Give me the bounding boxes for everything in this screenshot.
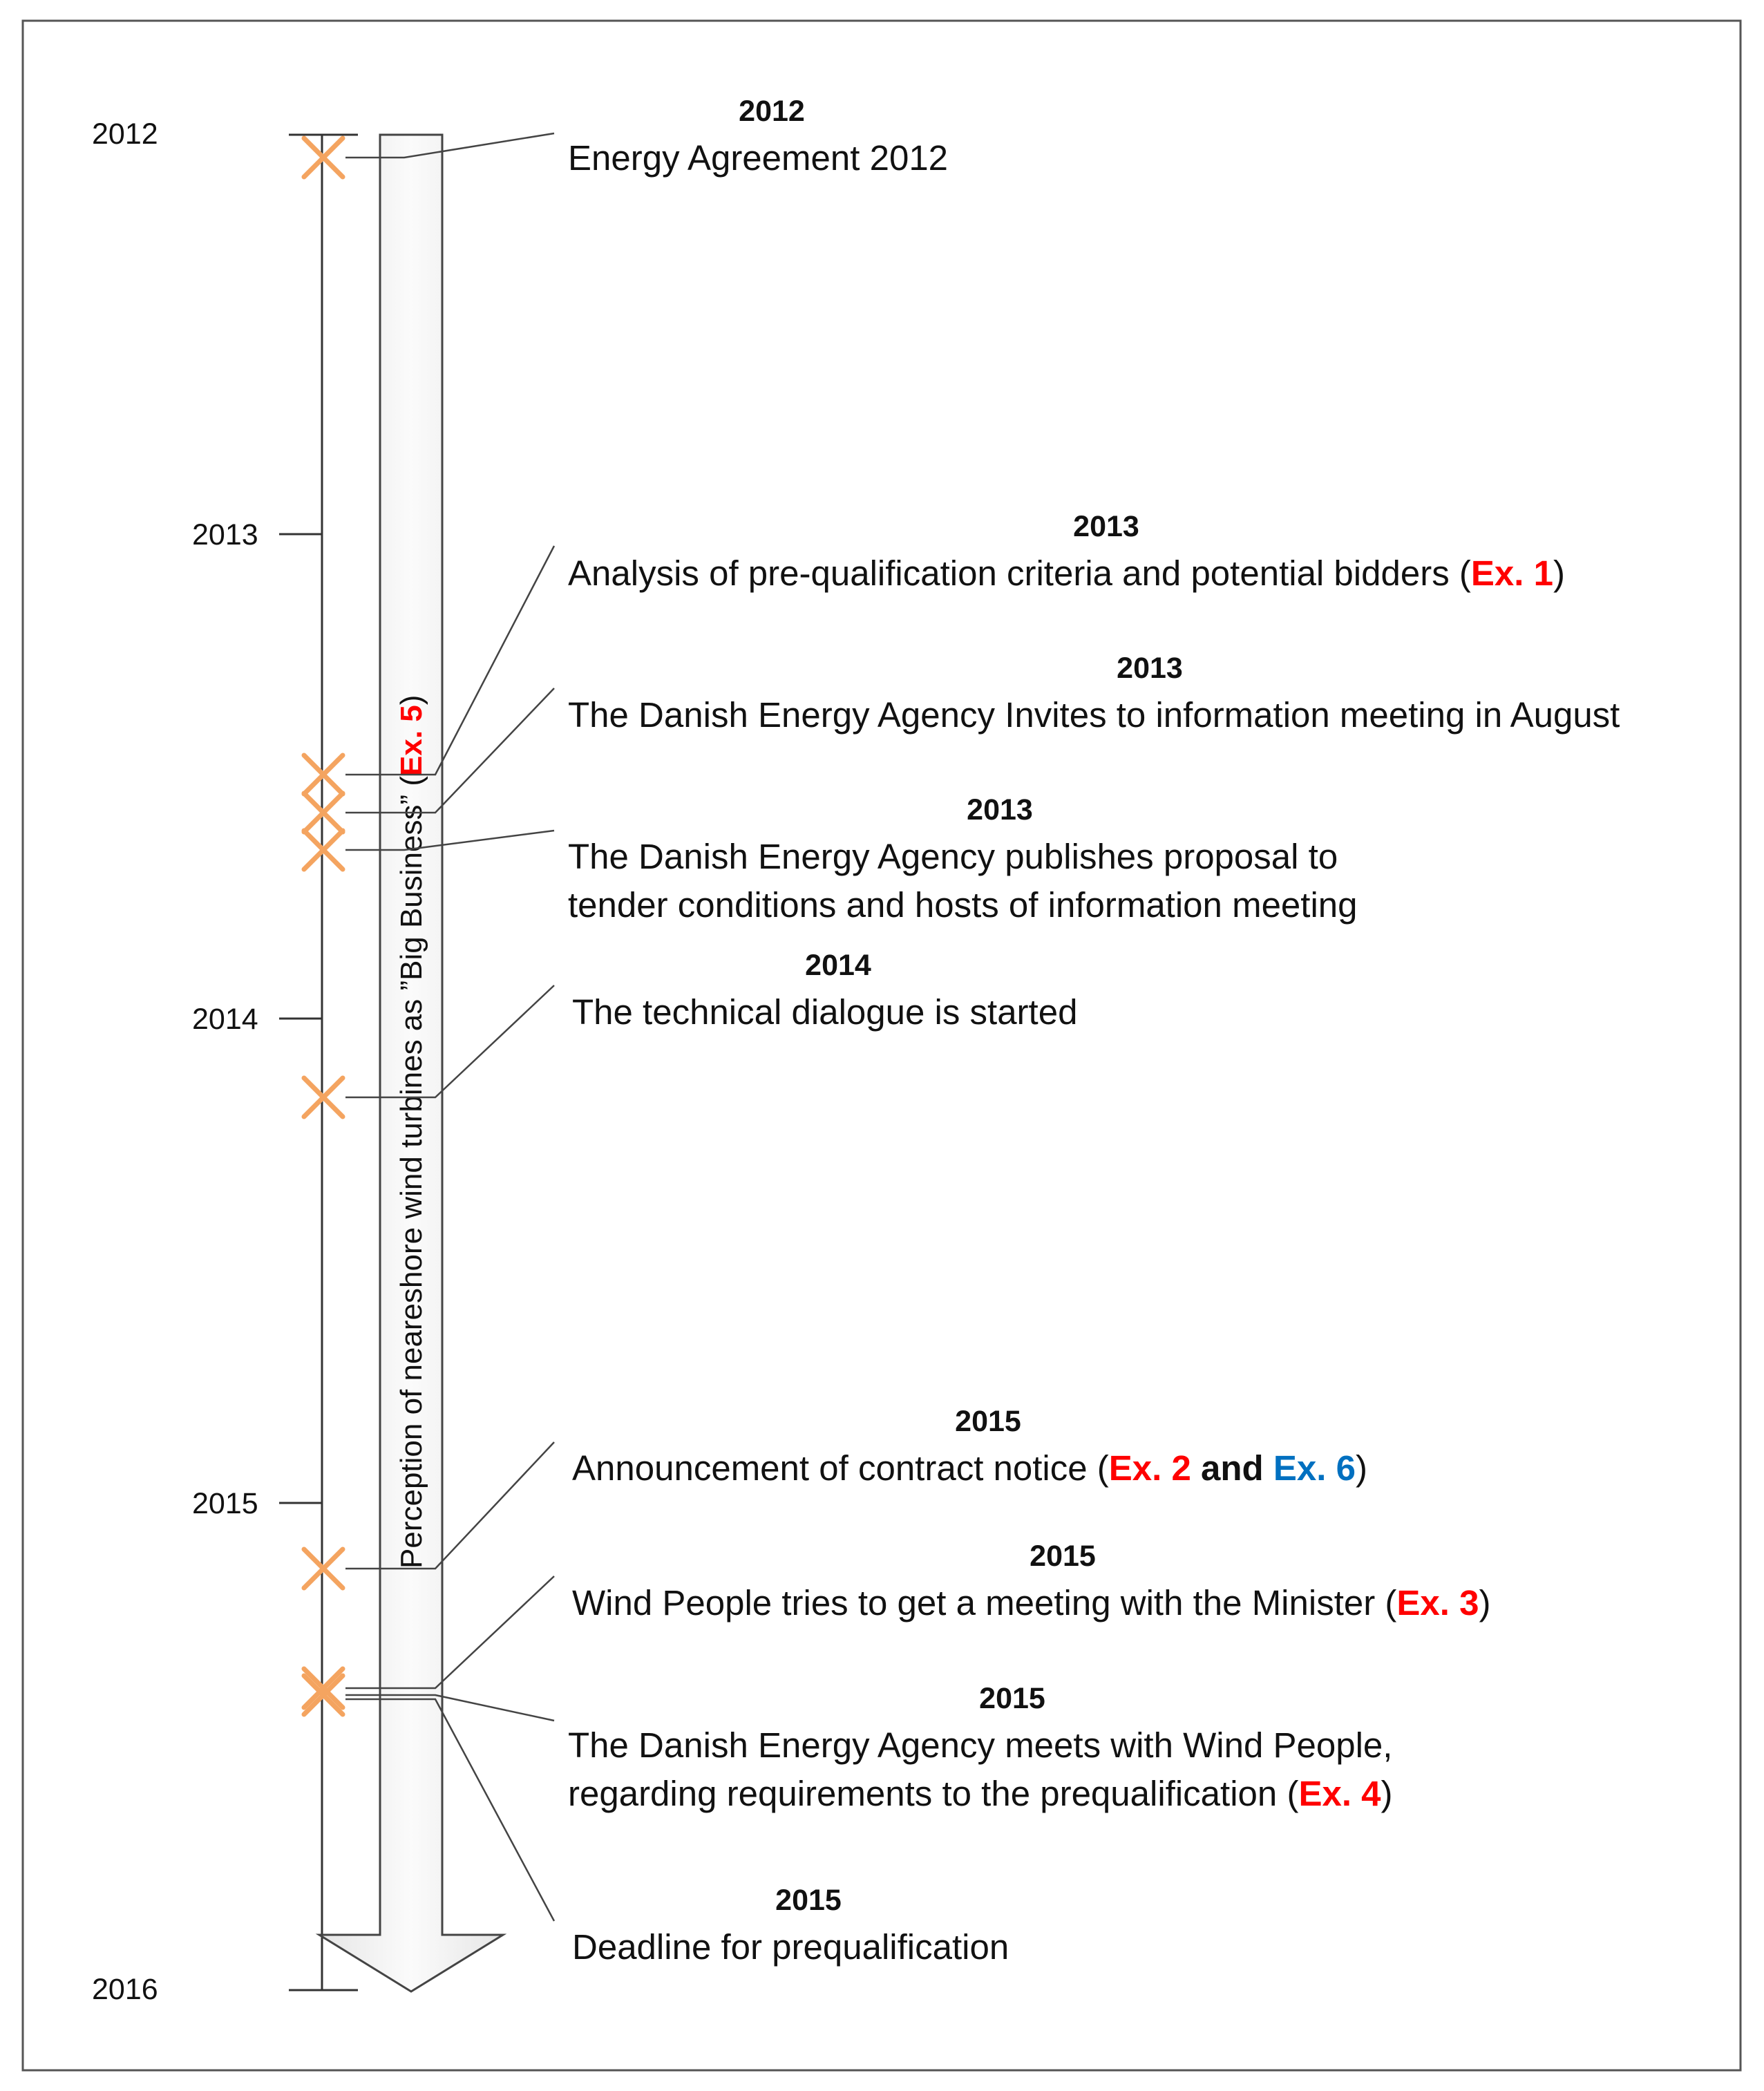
connector <box>345 1699 554 1921</box>
event-text: The Danish Energy Agency Invites to information meeting in August <box>568 695 1620 735</box>
event-marker <box>304 1669 343 1707</box>
reference-ex1: Ex. 1 <box>1470 554 1553 593</box>
year-label: 2015 <box>192 1487 258 1520</box>
connector <box>345 1576 554 1688</box>
event-year: 2013 <box>967 793 1033 826</box>
event-marker <box>304 831 343 869</box>
event-markers <box>304 138 343 1714</box>
event-text: tender conditions and hosts of information meeting <box>568 885 1358 925</box>
event-2015-agency-meets-wind-people <box>568 1682 1393 1813</box>
event-2012-energy-agreement <box>568 95 948 178</box>
reference-ex4: Ex. 4 <box>1298 1774 1381 1813</box>
arrow-caption: Perception of neareshore wind turbines as ”Big Business” (Ex. 5) <box>395 694 428 1569</box>
connector <box>345 688 554 813</box>
event-text: regarding requirements to the prequalification (Ex. 4) <box>568 1774 1393 1813</box>
reference-ex6: Ex. 6 <box>1273 1448 1356 1488</box>
connector <box>345 831 554 850</box>
year-label: 2016 <box>92 1973 158 2006</box>
year-label: 2012 <box>92 117 158 151</box>
event-year: 2015 <box>1030 1540 1096 1573</box>
event-text: Analysis of pre-qualification criteria and potential bidders (Ex. 1) <box>568 554 1565 593</box>
event-text: The Danish Energy Agency publishes proposal to <box>568 837 1338 876</box>
reference-ex2: Ex. 2 <box>1108 1448 1191 1488</box>
year-label: 2013 <box>192 518 258 551</box>
year-label: 2014 <box>192 1003 258 1036</box>
event-2015-prequalification-deadline <box>572 1884 1009 1967</box>
event-marker <box>304 755 343 794</box>
event-2015-contract-notice <box>572 1405 1367 1488</box>
reference-ex3: Ex. 3 <box>1396 1583 1479 1622</box>
event-marker <box>304 1676 343 1714</box>
connector <box>345 985 554 1097</box>
event-marker <box>304 138 343 177</box>
event-marker <box>304 1549 343 1588</box>
event-year: 2014 <box>805 949 871 982</box>
event-2014-technical-dialogue <box>572 949 1077 1032</box>
event-year: 2015 <box>775 1884 842 1917</box>
connector <box>345 1442 554 1569</box>
connector <box>345 546 554 775</box>
event-marker <box>304 1078 343 1117</box>
event-text: Announcement of contract notice (Ex. 2 and Ex. 6) <box>572 1448 1367 1488</box>
event-text: The technical dialogue is started <box>572 992 1078 1032</box>
event-year: 2015 <box>955 1405 1021 1438</box>
event-year: 2013 <box>1117 652 1183 685</box>
event-2013-analysis <box>568 510 1565 593</box>
event-year: 2013 <box>1073 510 1139 543</box>
connector <box>345 133 554 158</box>
event-2013-tender-proposal <box>568 793 1358 925</box>
event-text: The Danish Energy Agency meets with Wind People, <box>568 1725 1393 1765</box>
event-2015-minister-meeting <box>572 1540 1490 1622</box>
event-text: Energy Agreement 2012 <box>568 138 949 178</box>
connectors <box>345 133 554 1921</box>
event-text: Wind People tries to get a meeting with the Minister (Ex. 3) <box>572 1583 1491 1622</box>
event-year: 2012 <box>739 95 805 128</box>
event-year: 2015 <box>979 1682 1045 1715</box>
event-text: Deadline for prequalification <box>572 1927 1009 1967</box>
event-marker <box>304 793 343 832</box>
event-2013-info-meeting-invite <box>568 652 1620 735</box>
